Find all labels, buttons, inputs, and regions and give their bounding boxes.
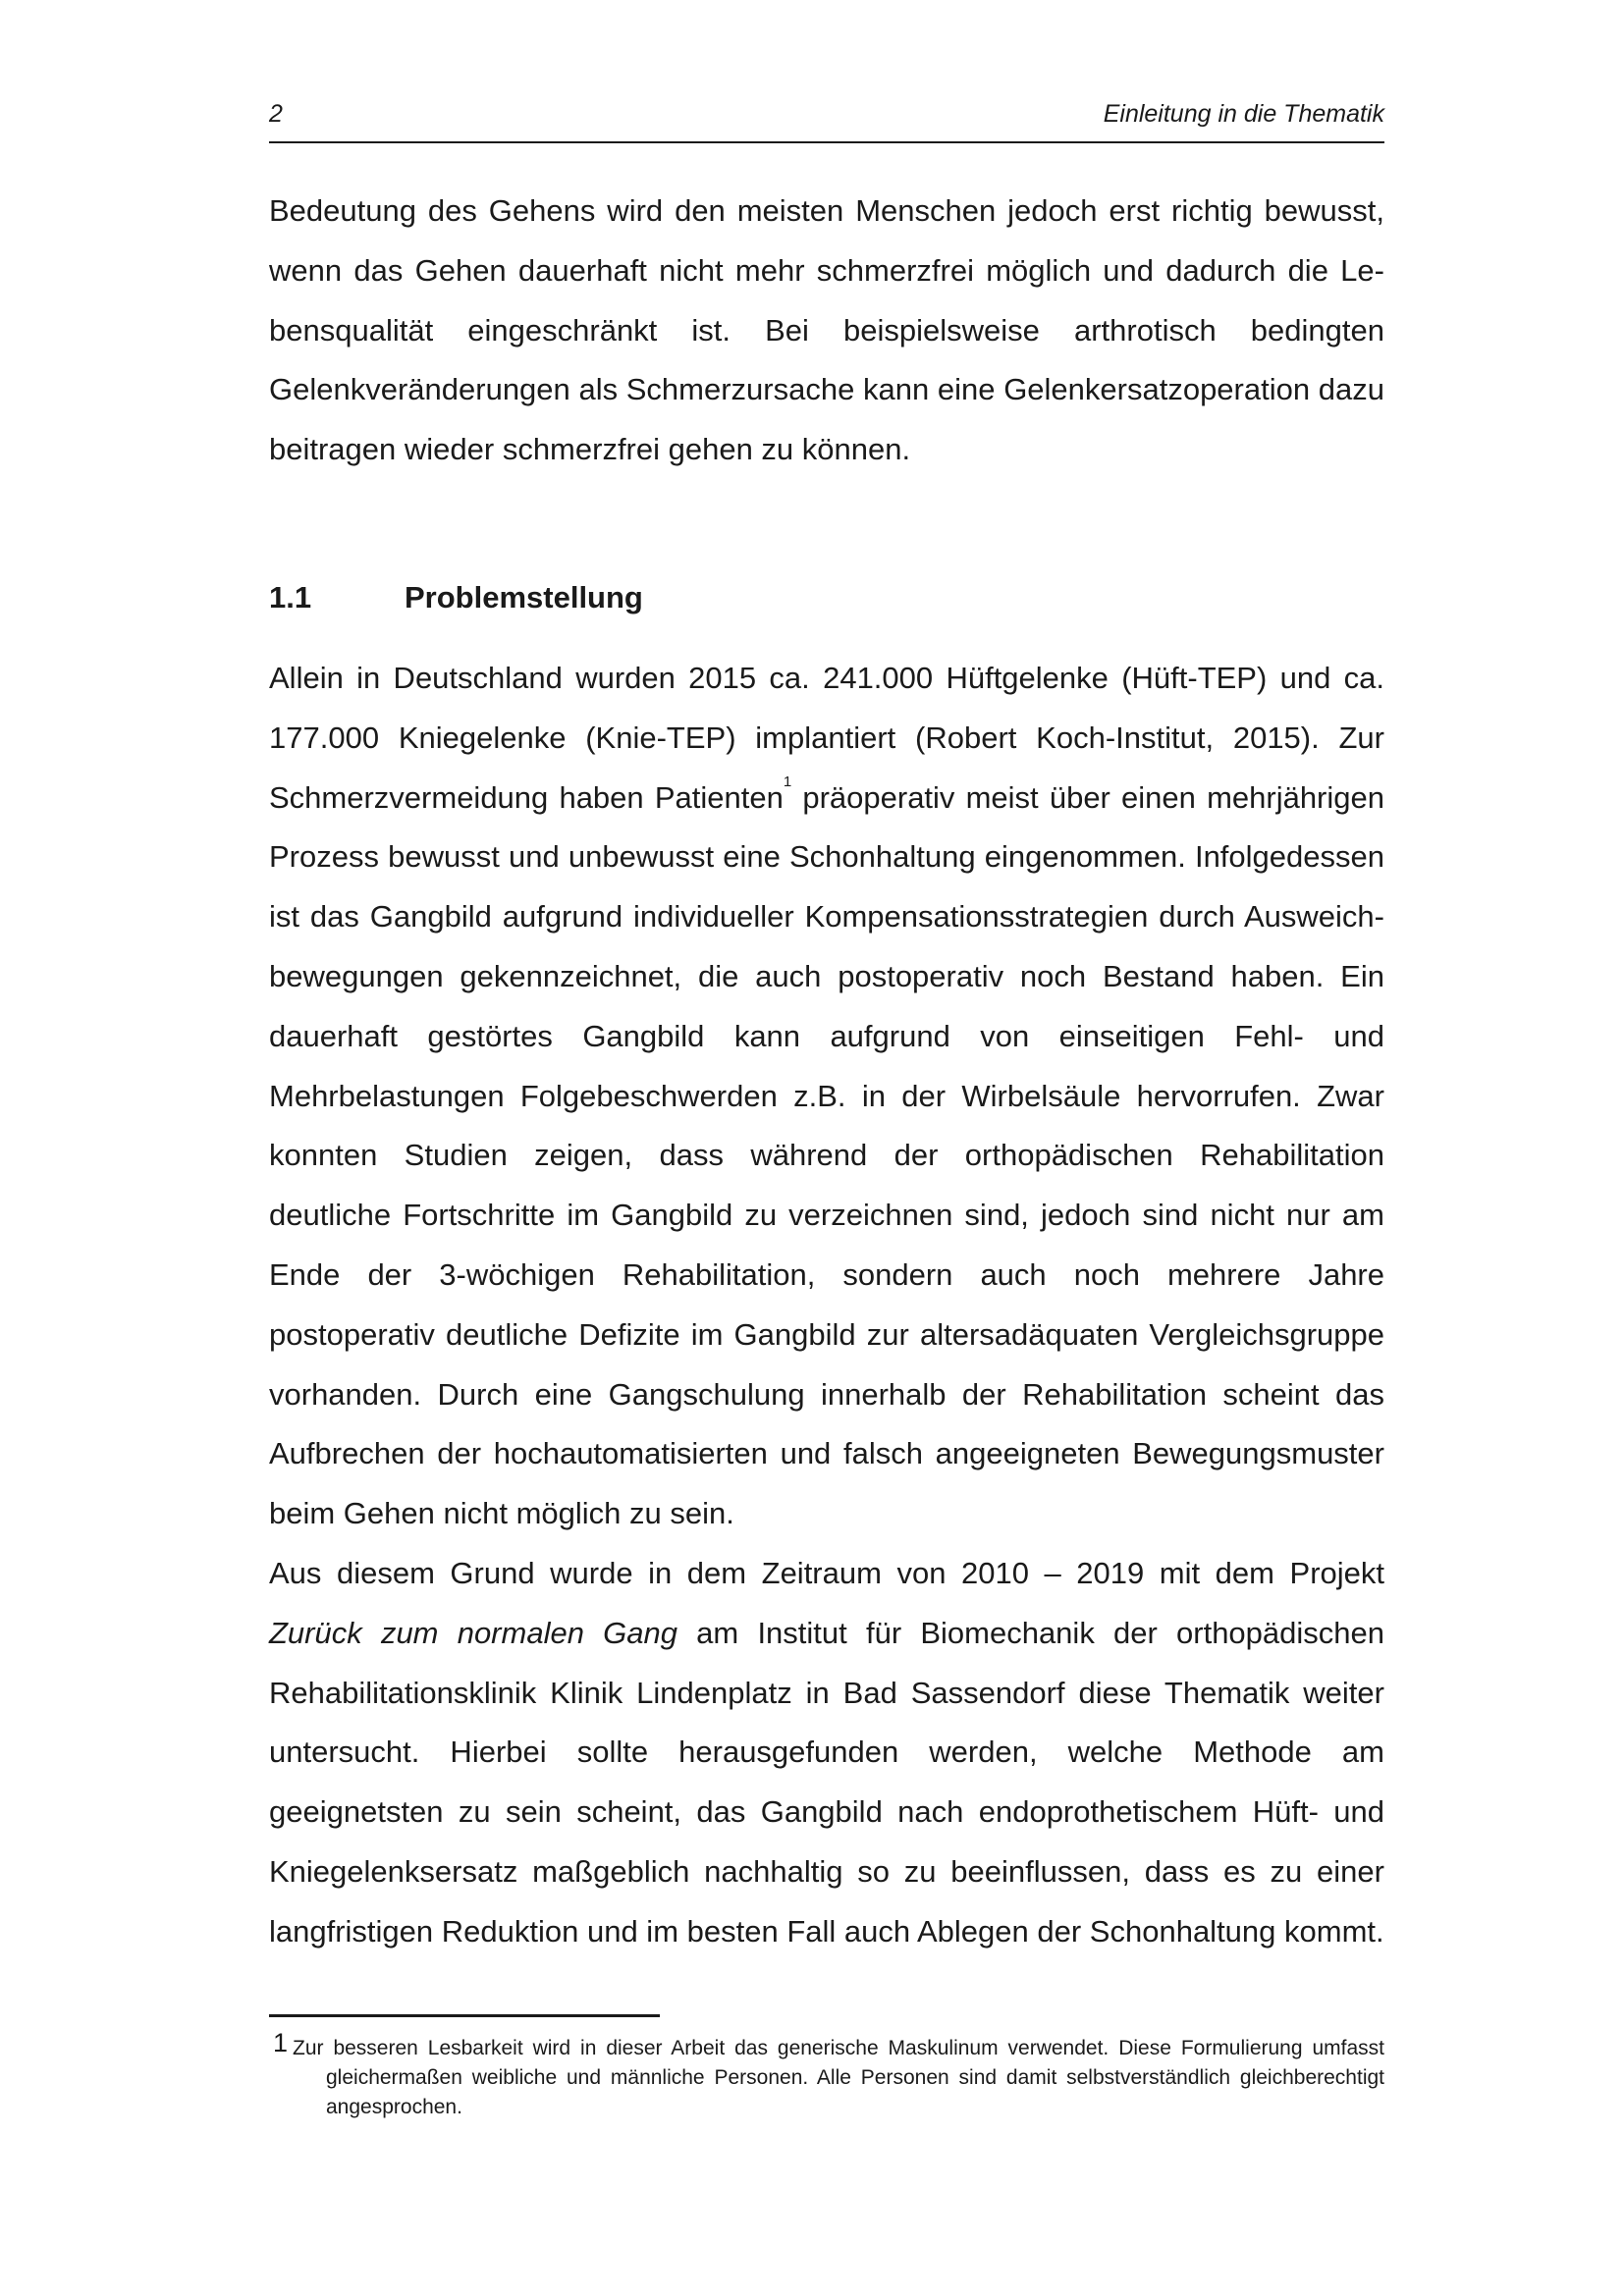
project-paragraph-text-start: Aus diesem Grund wurde in dem Zeitraum von 2010 – 2019 mit dem Projekt [269,1555,1384,1590]
project-title: Zurück zum normalen Gang [269,1615,677,1650]
section-title: Problemstellung [405,579,643,614]
section-heading [269,568,1384,627]
project-paragraph-text-end: am Institut für Biomechanik der orthopädischen Rehabilitationsklinik Klinik Lindenplatz in Bad Sassendorf diese Thematik weiter untersucht. Hierbei sollte herausgefunden werden, welche Methode am geeignetsten zu sein scheint, das Gangbild nach endoprothetischem Hüft- und Kniegelenksersatz maßgeblich nachhaltig so zu beeinflussen, dass es zu einer langfristigen Reduktion und im besten Fall auch Ablegen der Schonhaltung kommt. [269,1615,1385,1949]
footnote-text: Zur besseren Lesbarkeit wird in dieser Arbeit das generische Maskulinum verwendet. Diese Formulierung umfasst gleichermaßen weibliche und männliche Personen. Alle Personen sind damit selbstverständlich gleichberechtigt angesprochen. [293,2037,1384,2118]
intro-paragraph: Bedeutung des Gehens wird den meisten Menschen jedoch erst richtig bewusst, wenn das Gehen dauerhaft nicht mehr schmerzfrei möglich und dadurch die Lebensqualität eingeschränkt ist. Bei beispielsweise arthrotisch bedingten Gelenkveränderungen als Schmerzursache kann eine Gelenkersatzoperation dazu beitragen wieder schmerzfrei gehen zu können. [269,193,1384,467]
running-head: Einleitung in die Thematik [1103,100,1384,128]
project-paragraph [269,1544,1384,1962]
footnote-separator [269,2014,660,2017]
footnote [269,2028,1384,2122]
section-number: 1.1 [269,579,312,614]
footnote-reference: 1 [783,773,792,790]
problem-paragraph [269,649,1384,1544]
footnote-mark: 1 [273,2028,289,2057]
problem-paragraph-text-end: präoperativ meist über einen mehrjährigen Prozess bewusst und unbewusst eine Schonhaltung eingenommen. Infolgedessen ist das Gangbild aufgrund individueller Kompensationsstrategien durch Ausweichbewegungen gekennzeichnet, die auch postoperativ noch Bestand haben. Ein dauerhaft gestörtes Gangbild kann aufgrund von einseitigen Fehl- und Mehrbelastungen Folgebeschwerden z.B. in der Wirbelsäule hervorrufen. Zwar konnten Studien zeigen, dass während der orthopädischen Rehabilitation deutliche Fortschritte im Gangbild zu verzeichnen sind, jedoch sind nicht nur am Ende der 3-wöchigen Rehabilitation, sondern auch noch mehrere Jahre postoperativ deutliche Defizite im Gangbild zur altersadäquaten Vergleichsgruppe vorhanden. Durch eine Gangschulung innerhalb der Rehabilitation scheint das Aufbrechen der hochautomatisierten und falsch angeeigneten Bewegungsmuster beim Gehen nicht möglich zu sein. [269,779,1384,1531]
main-content [269,182,1384,1962]
page-header [269,96,1384,143]
page-number: 2 [269,100,283,128]
problem-paragraph-text-start: Allein in Deutschland wurden 2015 ca. 241.000 Hüftgelenke (Hüft-TEP) und ca. 177.000 Kniegelenke (Knie-TEP) implantiert (Robert Koch-Institut, 2015). Zur Schmerzvermeidung haben Patienten [269,660,1384,815]
